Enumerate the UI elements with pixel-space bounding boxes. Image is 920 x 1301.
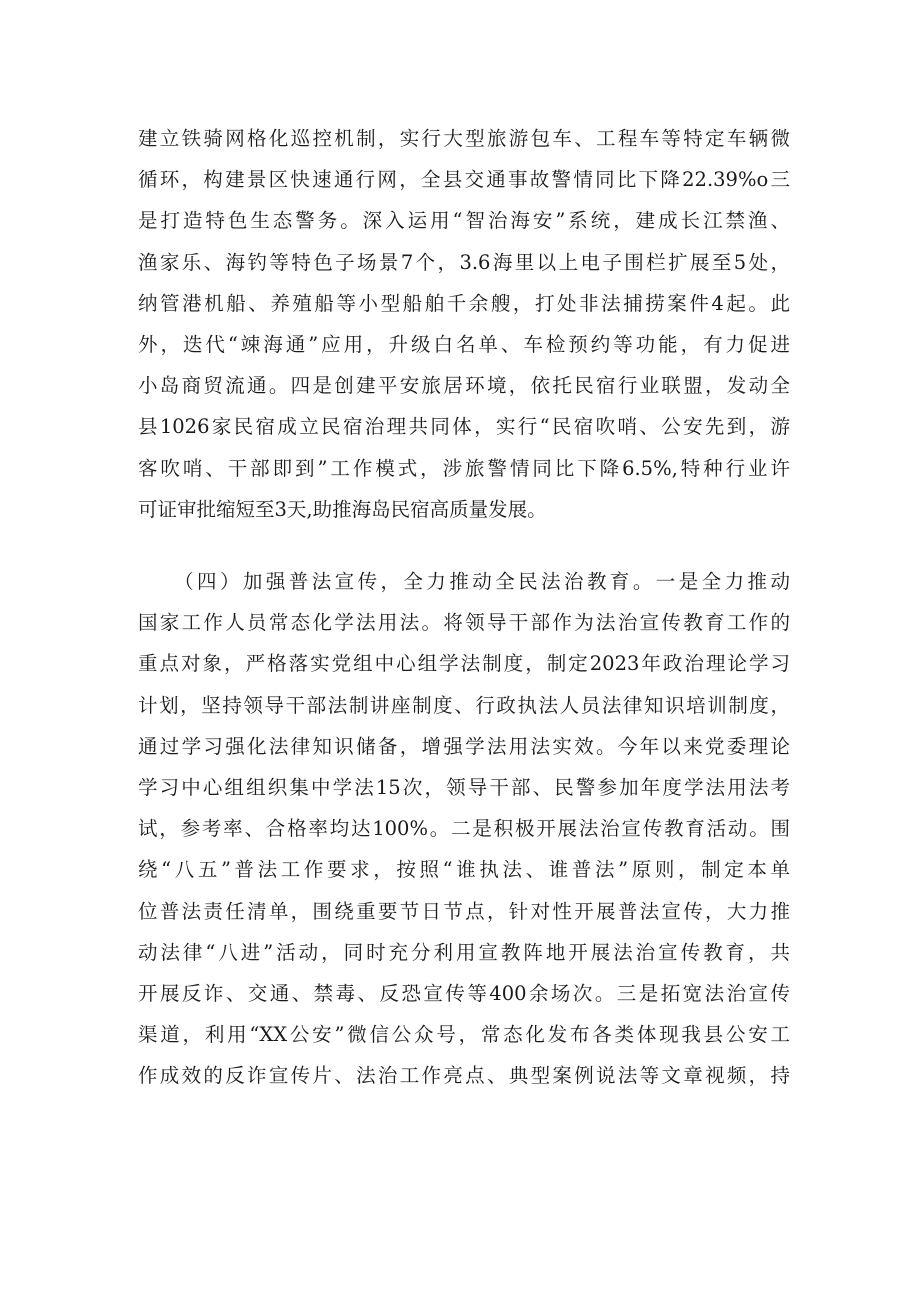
- text-line: 纳管港机船、养殖船等小型船舶千余艘，打处非法捕捞案件4起。此: [138, 291, 790, 315]
- text-line: 渠道，利用“XX公安”微信公众号，常态化发布各类体现我县公安工: [138, 1023, 790, 1047]
- text-line: 是打造特色生态警务。深入运用“智治海安”系统，建成长江禁渔、: [138, 209, 790, 233]
- text-line: 建立铁骑网格化巡控机制，实行大型旅游包车、工程车等特定车辆微: [138, 127, 790, 150]
- text-line: 渔家乐、海钓等特色子场景7个，3.6海里以上电子围栏扩展至5处，: [138, 250, 790, 274]
- text-line: （四）加强普法宣传，全力推动全民法治教育。一是全力推动: [138, 570, 790, 593]
- text-line: 县1026家民宿成立民宿治理共同体，实行“民宿吹哨、公安先到，游: [138, 415, 790, 439]
- text-line: 动法律“八进”活动，同时充分利用宣教阵地开展法治宣传教育，共: [138, 940, 790, 964]
- paragraph-traffic-and-tourism-policing: [138, 118, 790, 530]
- text-line: 开展反诈、交通、禁毒、反恐宣传等400余场次。三是拓宽法治宣传: [138, 981, 790, 1005]
- text-line: 小岛商贸流通。四是创建平安旅居环境，依托民宿行业联盟，发动全: [138, 374, 790, 398]
- text-line: 绕“八五”普法工作要求，按照“谁执法、谁普法”原则，制定本单: [138, 858, 790, 882]
- text-line: 国家工作人员常态化学法用法。将领导干部作为法治宣传教育工作的: [138, 611, 790, 635]
- text-line: 位普法责任清单，围绕重要节日节点，针对性开展普法宣传，大力推: [138, 899, 790, 923]
- paragraph-legal-education: [138, 561, 790, 1096]
- text-line: 可证审批缩短至3天,助推海岛民宿高质量发展。: [138, 497, 547, 521]
- text-line: 计划，坚持领导干部法制讲座制度、行政执法人员法律知识培训制度，: [138, 693, 790, 717]
- text-line: 重点对象，严格落实党组中心组学法制度，制定2023年政治理论学习: [138, 652, 790, 676]
- text-line: 学习中心组组织集中学法15次，领导干部、民警参加年度学法用法考: [138, 775, 790, 799]
- text-line: 循环，构建景区快速通行网，全县交通事故警情同比下降22.39%o三: [138, 168, 790, 192]
- text-line: 通过学习强化法律知识储备，增强学法用法实效。今年以来党委理论: [138, 734, 790, 758]
- text-line: 客吹哨、干部即到”工作模式，涉旅警情同比下降6.5%,特种行业许: [138, 456, 790, 480]
- text-line: 外，迭代“竦海通”应用，升级白名单、车检预约等功能，有力促进: [138, 332, 790, 356]
- text-line: 试，参考率、合格率均达100%。二是积极开展法治宣传教育活动。围: [138, 817, 790, 841]
- text-line: 作成效的反诈宣传片、法治工作亮点、典型案例说法等文章视频，持: [138, 1064, 790, 1088]
